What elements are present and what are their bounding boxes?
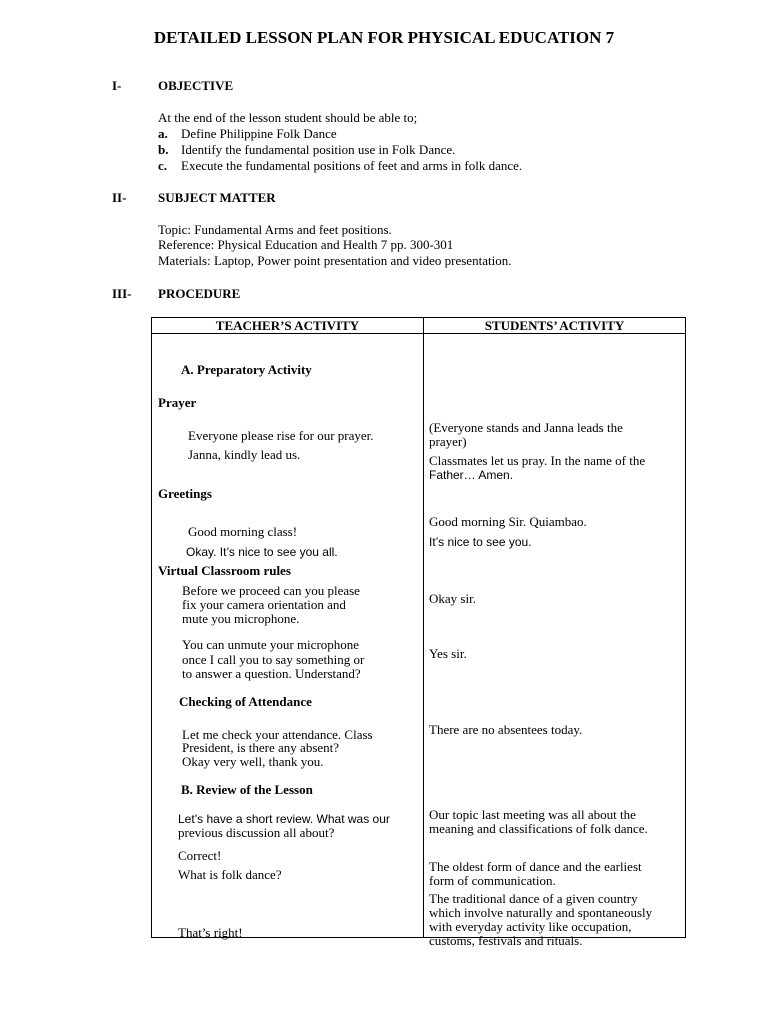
subject-reference: Reference: Physical Education and Health 7 pp. 300-301 (158, 237, 454, 252)
procedure-table-row (152, 334, 686, 938)
teacher-line: fix your camera orientation and (182, 597, 346, 612)
section-number-objective: I- (112, 78, 122, 93)
student-line: There are no absentees today. (429, 722, 583, 737)
teacher-line: What is folk dance? (178, 867, 282, 882)
teacher-line: to answer a question. Understand? (182, 666, 361, 681)
teacher-line: Correct! (178, 848, 222, 863)
procedure-table (151, 317, 686, 948)
teacher-line: Okay. It’s nice to see you all. (186, 545, 338, 559)
greetings-heading: Greetings (158, 486, 212, 501)
objective-item-text: Define Philippine Folk Dance (181, 126, 337, 141)
student-line: It’s nice to see you. (429, 535, 532, 549)
objective-item-a (158, 126, 337, 142)
objective-item-label: a. (158, 126, 168, 141)
objective-item-b (158, 142, 455, 158)
teacher-line: Let’s have a short review. What was our (178, 812, 390, 826)
subject-materials: Materials: Laptop, Power point presentation and video presentation. (158, 253, 512, 268)
student-line: prayer) (429, 434, 467, 449)
student-line: Our topic last meeting was all about the (429, 807, 636, 822)
teacher-line: mute you microphone. (182, 611, 300, 626)
teacher-line: That’s right! (178, 925, 243, 940)
subject-topic: Topic: Fundamental Arms and feet positions. (158, 222, 392, 237)
student-line: with everyday activity like occupation, (429, 919, 632, 934)
teacher-line: Good morning class! (188, 524, 298, 539)
students-activity-header: STUDENTS’ ACTIVITY (424, 318, 686, 334)
teacher-line: Okay very well, thank you. (182, 754, 324, 769)
teacher-activity-cell (152, 334, 424, 938)
teacher-activity-header: TEACHER’S ACTIVITY (152, 318, 424, 334)
procedure-table-header (152, 318, 686, 334)
teacher-line: Before we proceed can you please (182, 583, 360, 598)
section-heading-subject-matter: SUBJECT MATTER (158, 190, 276, 205)
students-activity-cell (424, 334, 686, 948)
section-heading-procedure: PROCEDURE (158, 286, 241, 301)
student-line: which involve naturally and spontaneously (429, 905, 653, 920)
checking-attendance-heading: Checking of Attendance (179, 694, 312, 709)
page-title: DETAILED LESSON PLAN FOR PHYSICAL EDUCATION 7 (153, 28, 615, 47)
student-line: (Everyone stands and Janna leads the (429, 420, 623, 435)
teacher-line: Let me check your attendance. Class (182, 727, 373, 742)
student-line: Father… Amen. (429, 468, 514, 482)
student-line: form of communication. (429, 873, 556, 888)
objective-item-c (158, 158, 522, 174)
teacher-line: President, is there any absent? (182, 740, 340, 755)
section-number-subject-matter: II- (112, 190, 127, 205)
teacher-line: You can unmute your microphone (182, 637, 360, 652)
teacher-line: Janna, kindly lead us. (188, 447, 301, 462)
section-heading-objective: OBJECTIVE (158, 78, 234, 93)
objective-item-text: Identify the fundamental position use in Folk Dance. (181, 142, 456, 157)
objective-item-label: c. (158, 158, 168, 173)
student-line: customs, festivals and rituals. (429, 933, 583, 948)
objective-item-label: b. (158, 142, 169, 157)
student-line: The traditional dance of a given country (429, 891, 638, 906)
objective-item-text: Execute the fundamental positions of feet and arms in folk dance. (181, 158, 523, 173)
teacher-line: Everyone please rise for our prayer. (188, 428, 374, 443)
student-line: Yes sir. (429, 646, 467, 661)
prayer-heading: Prayer (158, 395, 197, 410)
preparatory-activity-heading: A. Preparatory Activity (181, 362, 312, 377)
section-number-procedure: III- (112, 286, 132, 301)
objective-intro: At the end of the lesson student should be able to; (158, 110, 418, 125)
student-line: Good morning Sir. Quiambao. (429, 514, 587, 529)
student-line: Classmates let us pray. In the name of the (429, 453, 646, 468)
review-lesson-heading: B. Review of the Lesson (181, 782, 313, 797)
virtual-classroom-rules-heading: Virtual Classroom rules (158, 563, 291, 578)
teacher-line: once I call you to say something or (182, 652, 365, 667)
student-line: The oldest form of dance and the earliest (429, 859, 642, 874)
student-line: Okay sir. (429, 591, 476, 606)
teacher-line: previous discussion all about? (178, 825, 335, 840)
student-line: meaning and classifications of folk dance. (429, 821, 648, 836)
